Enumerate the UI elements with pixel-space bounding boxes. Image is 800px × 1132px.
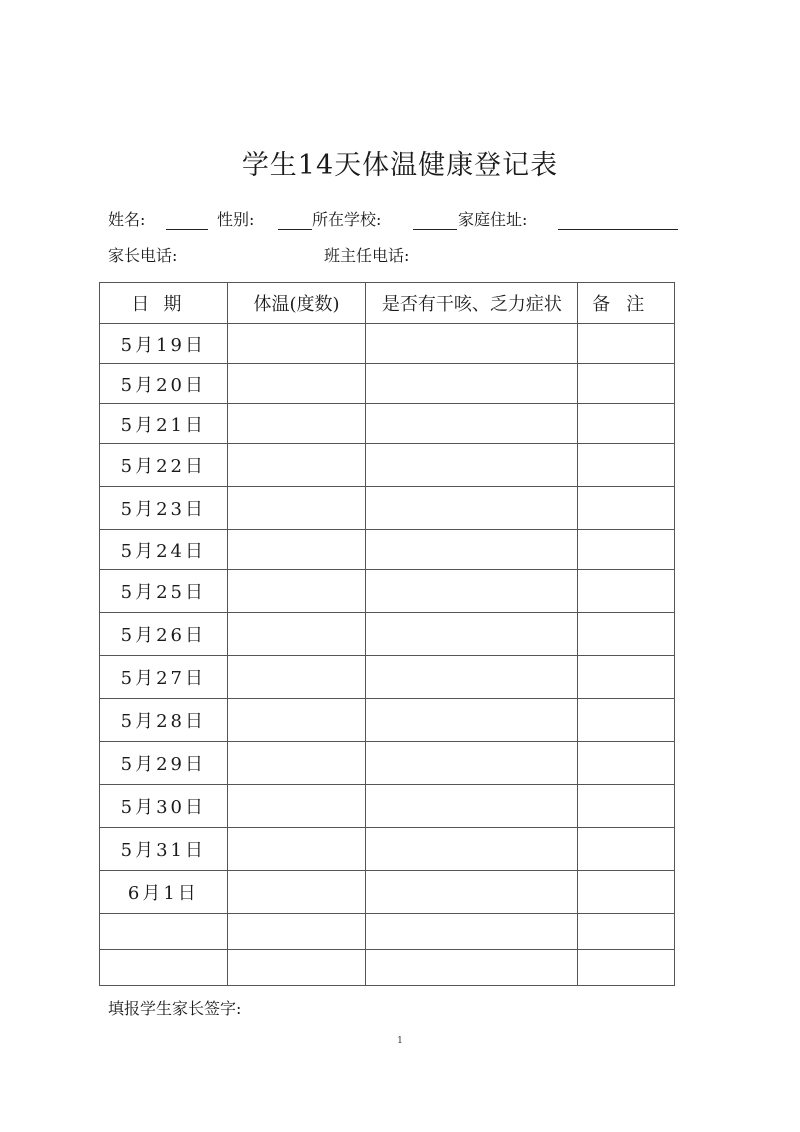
symptoms-cell[interactable]	[366, 364, 578, 404]
date-cell: 5月27日	[100, 656, 228, 699]
address-blank[interactable]	[558, 229, 678, 230]
temperature-cell[interactable]	[227, 742, 366, 785]
note-cell[interactable]	[578, 530, 675, 570]
table-row	[100, 742, 675, 785]
name-blank[interactable]	[166, 229, 208, 230]
symptoms-cell[interactable]	[366, 699, 578, 742]
temperature-cell[interactable]	[227, 530, 366, 570]
temperature-cell[interactable]	[227, 324, 366, 364]
parent-phone-label: 家长电话:	[108, 246, 178, 265]
temperature-cell[interactable]	[227, 364, 366, 404]
temperature-cell[interactable]	[227, 871, 366, 914]
temperature-cell[interactable]	[227, 699, 366, 742]
date-cell: 5月23日	[100, 487, 228, 530]
address-label: 家庭住址:	[458, 210, 528, 229]
symptoms-cell[interactable]	[366, 785, 578, 828]
temperature-cell[interactable]	[227, 950, 366, 986]
gender-label: 性别:	[217, 210, 255, 229]
note-cell[interactable]	[578, 914, 675, 950]
symptoms-cell[interactable]	[366, 828, 578, 871]
table-row	[100, 785, 675, 828]
symptoms-cell[interactable]	[366, 742, 578, 785]
temperature-cell[interactable]	[227, 828, 366, 871]
table-row	[100, 914, 675, 950]
note-cell[interactable]	[578, 613, 675, 656]
date-cell: 5月25日	[100, 570, 228, 613]
symptoms-cell[interactable]	[366, 324, 578, 364]
table-header-row	[100, 283, 675, 324]
note-cell[interactable]	[578, 487, 675, 530]
gender-blank[interactable]	[278, 229, 312, 230]
date-cell: 5月22日	[100, 444, 228, 487]
symptoms-cell[interactable]	[366, 950, 578, 986]
date-cell: 5月28日	[100, 699, 228, 742]
note-cell[interactable]	[578, 871, 675, 914]
note-cell[interactable]	[578, 364, 675, 404]
header-date: 日期	[100, 283, 228, 324]
table-row	[100, 364, 675, 404]
note-cell[interactable]	[578, 444, 675, 487]
note-cell[interactable]	[578, 699, 675, 742]
symptoms-cell[interactable]	[366, 444, 578, 487]
header-temperature: 体温(度数)	[227, 283, 366, 324]
note-cell[interactable]	[578, 570, 675, 613]
name-label: 姓名:	[108, 210, 146, 229]
page-number: 1	[397, 1036, 403, 1046]
date-cell: 5月24日	[100, 530, 228, 570]
temperature-cell[interactable]	[227, 785, 366, 828]
temperature-cell[interactable]	[227, 656, 366, 699]
date-cell: 6月1日	[100, 871, 228, 914]
table-row	[100, 324, 675, 364]
teacher-phone-label: 班主任电话:	[324, 246, 410, 265]
temperature-register-table	[99, 282, 675, 986]
note-cell[interactable]	[578, 656, 675, 699]
table-body	[100, 324, 675, 986]
symptoms-cell[interactable]	[366, 570, 578, 613]
temperature-cell[interactable]	[227, 487, 366, 530]
temperature-cell[interactable]	[227, 444, 366, 487]
table-row	[100, 828, 675, 871]
school-blank[interactable]	[413, 229, 457, 230]
table-row	[100, 871, 675, 914]
note-cell[interactable]	[578, 404, 675, 444]
date-cell	[100, 914, 228, 950]
note-cell[interactable]	[578, 828, 675, 871]
symptoms-cell[interactable]	[366, 871, 578, 914]
date-cell	[100, 950, 228, 986]
parent-signature-label: 填报学生家长签字:	[108, 999, 242, 1018]
header-note: 备注	[578, 283, 675, 324]
note-cell[interactable]	[578, 324, 675, 364]
date-cell: 5月20日	[100, 364, 228, 404]
page-title: 学生14天体温健康登记表	[241, 150, 559, 181]
temperature-cell[interactable]	[227, 914, 366, 950]
header-symptoms: 是否有干咳、乏力症状	[366, 283, 578, 324]
note-cell[interactable]	[578, 742, 675, 785]
symptoms-cell[interactable]	[366, 404, 578, 444]
note-cell[interactable]	[578, 950, 675, 986]
table-row	[100, 613, 675, 656]
date-cell: 5月31日	[100, 828, 228, 871]
table-row	[100, 656, 675, 699]
school-label: 所在学校:	[312, 210, 382, 229]
temperature-cell[interactable]	[227, 613, 366, 656]
symptoms-cell[interactable]	[366, 487, 578, 530]
table-row	[100, 404, 675, 444]
table-row	[100, 950, 675, 986]
symptoms-cell[interactable]	[366, 613, 578, 656]
table-row	[100, 699, 675, 742]
table-row	[100, 530, 675, 570]
symptoms-cell[interactable]	[366, 914, 578, 950]
note-cell[interactable]	[578, 785, 675, 828]
symptoms-cell[interactable]	[366, 656, 578, 699]
temperature-cell[interactable]	[227, 570, 366, 613]
table-row	[100, 487, 675, 530]
date-cell: 5月30日	[100, 785, 228, 828]
date-cell: 5月26日	[100, 613, 228, 656]
temperature-cell[interactable]	[227, 404, 366, 444]
date-cell: 5月21日	[100, 404, 228, 444]
symptoms-cell[interactable]	[366, 530, 578, 570]
table-row	[100, 444, 675, 487]
date-cell: 5月19日	[100, 324, 228, 364]
date-cell: 5月29日	[100, 742, 228, 785]
table-row	[100, 570, 675, 613]
